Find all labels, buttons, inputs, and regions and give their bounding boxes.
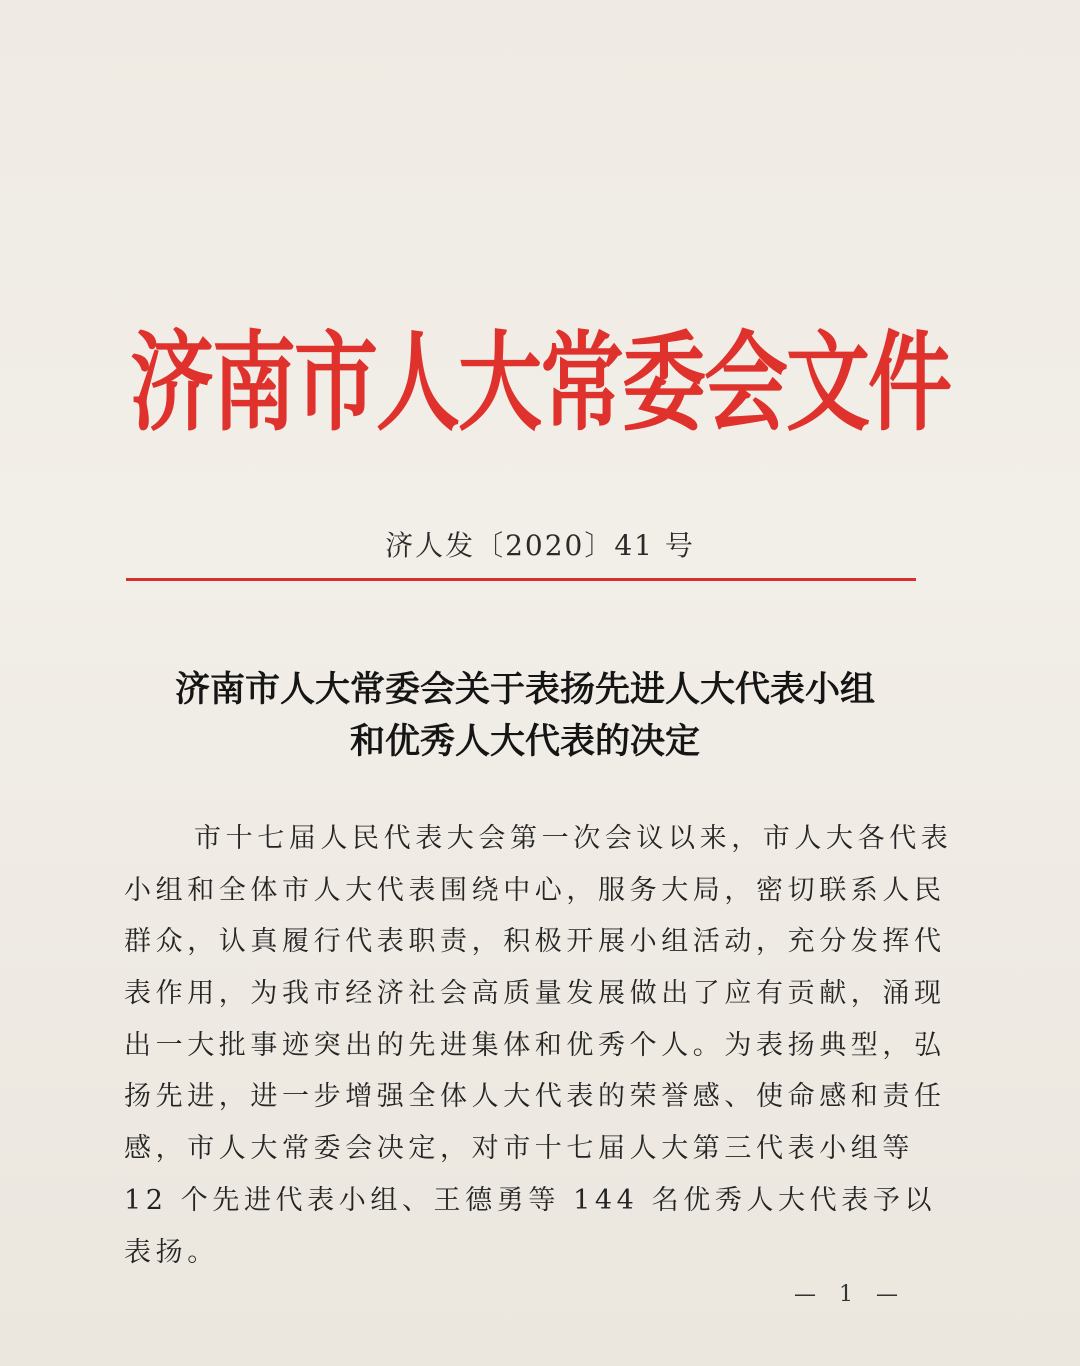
body-line: 表扬。 [124, 1236, 219, 1268]
title-line-2: 和优秀人大代表的决定 [349, 722, 700, 762]
body-line: 感，市人大常委会决定，对市十七届人大第三代表小组等 [124, 1133, 914, 1165]
body-line: 扬先进，进一步增强全体人大代表的荣誉感、使命感和责任 [124, 1081, 946, 1113]
body-line: 表作用，为我市经济社会高质量发展做出了应有贡献，涌现 [124, 978, 946, 1010]
document-number: 济人发〔2020〕41 号 [385, 529, 695, 562]
body-line: 市十七届人民代表大会第一次会议以来，市人大各代表 [194, 823, 953, 854]
title-line-1: 济南市人大常委会关于表扬先进人大代表小组 [174, 670, 875, 710]
body-line: 12 个先进代表小组、王德勇等 144 名优秀人大代表予以 [124, 1184, 937, 1216]
red-divider-line [126, 578, 916, 581]
decision-title [120, 664, 930, 768]
body-line: 群众，认真履行代表职责，积极开展小组活动，充分发挥代 [124, 926, 946, 958]
body-line: 小组和全体市人大代表围绕中心，服务大局，密切联系人民 [124, 874, 946, 906]
body-line: 出一大批事迹突出的先进集体和优秀个人。为表扬典型，弘 [124, 1029, 946, 1061]
masthead-title: 济南市人大常委会文件 [130, 320, 951, 446]
page-number: — 1 — [794, 1282, 906, 1307]
body-paragraph [124, 813, 953, 1278]
